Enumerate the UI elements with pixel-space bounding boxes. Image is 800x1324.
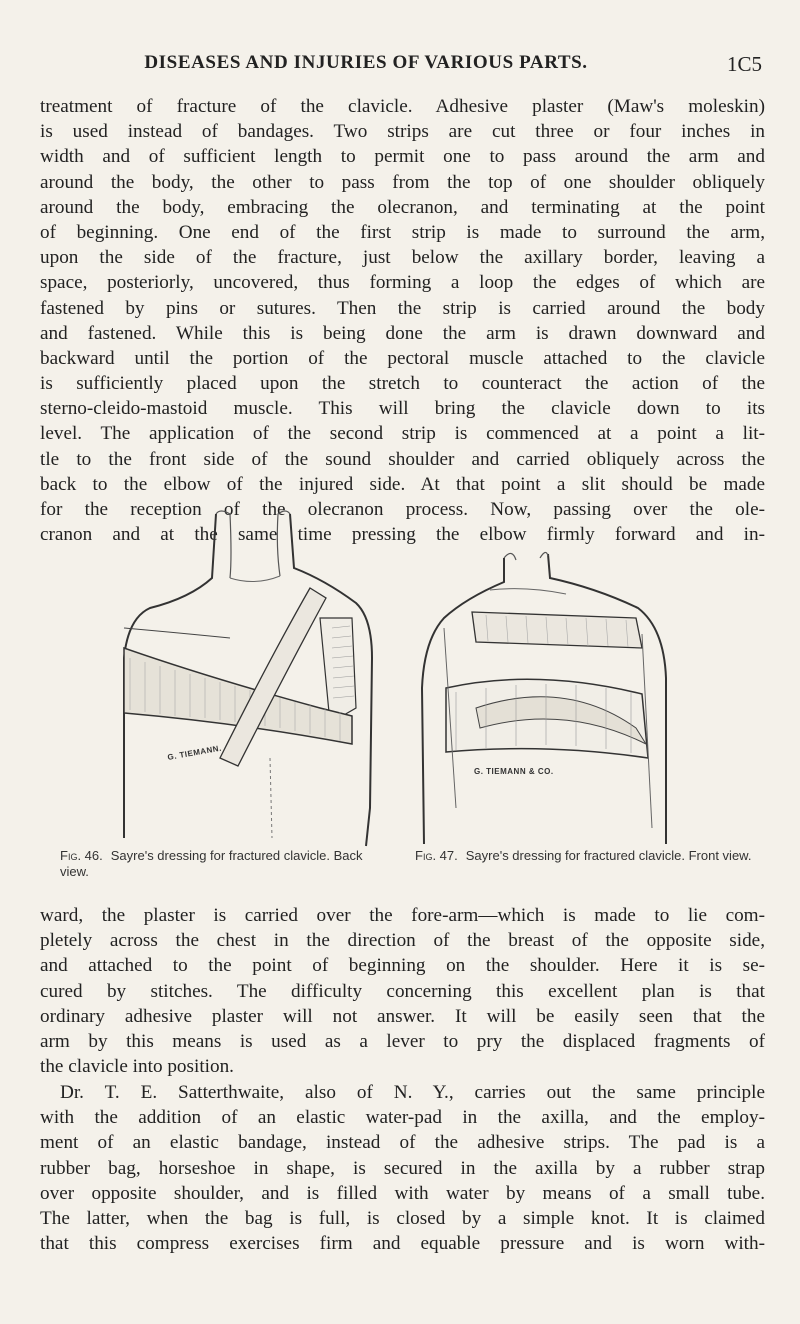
text-line: over opposite shoulder, and is filled with water by means of a small tube.	[40, 1182, 765, 1204]
text-line: ordinary adhesive plaster will not answer. It will be easily seen that the	[40, 1005, 765, 1027]
text-line: The latter, when the bag is full, is closed by a simple knot. It is claimed	[40, 1207, 765, 1229]
figure-plate	[120, 508, 680, 848]
text-line: and fastened. While this is being done the arm is drawn downward and	[40, 322, 765, 344]
figure-46-caption	[60, 848, 370, 880]
text-line: arm by this means is used as a lever to pry the displaced fragments of	[40, 1030, 765, 1052]
text-line: level. The application of the second strip is commenced at a point a lit-	[40, 423, 765, 445]
figure-46-illustration	[120, 508, 382, 848]
text-line: back to the elbow of the injured side. At that point a slit should be made	[40, 473, 765, 495]
text-line: and attached to the point of beginning on the shoulder. Here it is se-	[40, 955, 765, 977]
text-line: of beginning. One end of the first strip is made to surround the arm,	[40, 221, 765, 243]
page-number: 1C5	[726, 52, 762, 76]
page-header	[40, 52, 762, 82]
text-line: width and of sufficient length to permit one to pass around the arm and	[40, 146, 765, 168]
figure-46-label: Fig. 46.	[60, 848, 103, 863]
paragraph-2	[40, 903, 765, 1079]
paragraph-1	[40, 94, 765, 547]
text-line: is sufficiently placed upon the stretch to counteract the action of the	[40, 373, 765, 395]
text-line: pletely across the chest in the direction of the breast of the opposite side,	[40, 930, 765, 952]
figure-47-label: Fig. 47.	[415, 848, 458, 863]
engraver-signature-46: G. TIEMANN.	[166, 743, 223, 762]
figure-46-caption-text: Sayre's dressing for fractured clavicle. Back view.	[60, 848, 363, 879]
text-line: sterno-cleido-mastoid muscle. This will bring the clavicle down to its	[40, 398, 765, 420]
text-line: around the body, embracing the olecranon, and terminating at the point	[40, 196, 765, 218]
figure-47-caption-text: Sayre's dressing for fractured clavicle. Front view.	[465, 848, 752, 863]
text-line: ward, the plaster is carried over the fore-arm—which is made to lie com-	[40, 905, 765, 926]
text-line: the clavicle into position.	[40, 1056, 234, 1078]
text-line: space, posteriorly, uncovered, thus forming a loop the edges of which are	[40, 272, 765, 294]
engraver-signature-47: G. TIEMANN & CO.	[474, 767, 554, 776]
figure-47-illustration	[416, 508, 678, 848]
text-line: fastened by pins or sutures. Then the strip is carried around the body	[40, 297, 765, 319]
text-line: for the reception of the olecranon process. Now, passing over the ole-	[40, 499, 765, 520]
text-line: with the addition of an elastic water-pad in the axilla, and the employ-	[40, 1107, 765, 1129]
text-line: backward until the portion of the pectoral muscle attached to the clavicle	[40, 347, 765, 369]
text-line: tle to the front side of the sound shoulder and carried obliquely across the	[40, 448, 765, 470]
text-line: around the body, the other to pass from the top of one shoulder obliquely	[40, 171, 765, 193]
figure-47-caption	[415, 848, 775, 864]
text-line: is used instead of bandages. Two strips are cut three or four inches in	[40, 121, 765, 143]
torso-back-view-drawing	[120, 508, 382, 848]
text-line: cured by stitches. The difficulty concerning this excellent plan is that	[40, 980, 765, 1002]
text-line: upon the side of the fracture, just below the axillary border, leaving a	[40, 247, 765, 269]
text-line: that this compress exercises firm and equable pressure and is worn with-	[40, 1233, 765, 1255]
text-line: rubber bag, horseshoe in shape, is secured in the axilla by a rubber strap	[40, 1157, 765, 1179]
paragraph-3	[40, 1080, 765, 1256]
text-line: treatment of fracture of the clavicle. Adhesive plaster (Maw's moleskin)	[40, 96, 765, 117]
torso-front-view-drawing	[416, 508, 678, 848]
text-line: ment of an elastic bandage, instead of the adhesive strips. The pad is a	[40, 1132, 765, 1154]
text-line: Dr. T. E. Satterthwaite, also of N. Y., carries out the same principle	[60, 1082, 765, 1103]
text-line: cranon and at the same time pressing the elbow firmly forward and in-	[40, 524, 765, 546]
running-head: DISEASES AND INJURIES OF VARIOUS PARTS.	[144, 52, 588, 73]
